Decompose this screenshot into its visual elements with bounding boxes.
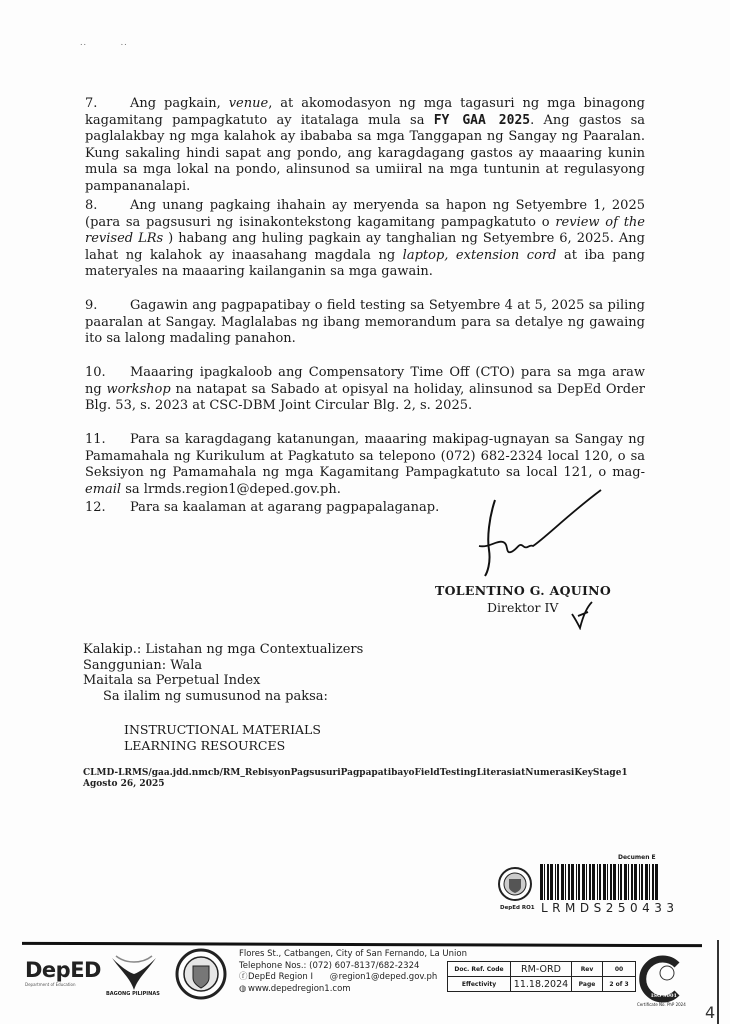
reference-path: CLMD-LRMS/gaa.jdd.nmcb/RM_RebisyonPagsusuriPagpapatibayoFieldTestingLiterasiatNumerasiKeyStage1 xyxy=(83,768,628,778)
footer-divider xyxy=(22,942,702,947)
barcode-bar xyxy=(592,864,595,900)
paragraph-number: 12. xyxy=(85,500,106,515)
email-link[interactable]: region1@deped.gov.ph xyxy=(338,972,438,982)
barcode-bar xyxy=(544,864,545,900)
paragraph-number: 11. xyxy=(85,432,106,447)
reference-date: Agosto 26, 2025 xyxy=(83,778,165,789)
barcode-bar xyxy=(620,864,622,900)
website-link[interactable]: www.depedregion1.com xyxy=(248,983,351,994)
doc-ref-value: RM-ORD xyxy=(511,962,572,977)
barcode-bar xyxy=(597,864,598,900)
paragraph-number: 10. xyxy=(85,365,106,380)
paragraph-number: 8. xyxy=(85,198,98,213)
barcode-bar xyxy=(652,864,654,900)
barcode-bar xyxy=(540,864,543,900)
annex-block xyxy=(83,642,363,704)
barcode-bar xyxy=(634,864,637,900)
barcode-bar xyxy=(589,864,591,900)
attachment-line: Kalakip.: Listahan ng mga Contextualizers xyxy=(83,642,364,657)
globe-icon: ◍ xyxy=(239,983,247,994)
barcode-bar xyxy=(645,864,648,900)
scan-specks: .. .. xyxy=(80,38,128,47)
facebook-link[interactable]: DepEd Region I xyxy=(248,972,313,982)
barcode-bar xyxy=(641,864,643,900)
barcode-bar xyxy=(610,864,612,900)
contact-block xyxy=(239,949,467,995)
effectivity-value: 11.18.2024 xyxy=(511,977,572,992)
barcode-bar xyxy=(639,864,640,900)
signatory-title: Direktor IV xyxy=(487,600,559,615)
paragraph-12: 12. Para sa kaalaman at agarang pagpapalaganap. xyxy=(85,500,440,515)
barcode-bar xyxy=(599,864,601,900)
address: Flores St., Catbangen, City of San Fernando, La Union xyxy=(239,949,467,959)
paragraph-number: 7. xyxy=(85,96,98,111)
page-label: Page xyxy=(572,977,603,992)
barcode-bar xyxy=(547,864,549,900)
bagong-pilipinas-label: BAGONG PILIPINAS xyxy=(106,991,160,997)
doc-ref-label: Doc. Ref. Code xyxy=(448,962,511,977)
barcode-bar xyxy=(582,864,585,900)
deped-seal-icon xyxy=(498,867,532,901)
scan-edge-line xyxy=(717,940,719,1024)
barcode-bar xyxy=(586,864,587,900)
barcode-bar xyxy=(561,864,564,900)
barcode-bar xyxy=(568,864,570,900)
rev-value: 00 xyxy=(603,962,636,977)
barcode-bar xyxy=(628,864,629,900)
deped-logo-text: DepED xyxy=(25,958,101,982)
telephone: Telephone Nos.: (072) 607-8137/682-2324 xyxy=(239,960,420,971)
deped-logo xyxy=(25,958,101,988)
paragraph-number: 9. xyxy=(85,298,98,313)
paragraph-10: 10. Maaaring ipagkaloob ang Compensatory Time Off (CTO) para sa mga araw ng workshop na natapat sa Sabado at opisyal na holiday, alinsunod sa DepEd Order Blg. 53, s. 2023 at CSC-DBM Joint Circular Blg. 2, s. 2025. xyxy=(85,365,645,413)
signatory-name: TOLENTINO G. AQUINO xyxy=(435,583,612,598)
deped-tagline: Department of Education xyxy=(25,982,76,987)
certificate-caption: Certificate No. PhP 2024 xyxy=(637,1002,686,1007)
reference-line: Sanggunian: Wala xyxy=(83,657,203,673)
fund-source: FY GAA 2025 xyxy=(433,112,531,128)
barcode-bar xyxy=(555,864,556,900)
barcode-bar xyxy=(618,864,619,900)
barcode-text: LRMDS250433 xyxy=(541,901,679,915)
paragraph-8: 8. Ang unang pagkaing ihahain ay meryenda sa hapon ng Setyembre 1, 2025 (para sa pagsusuri ng isinakontekstong kagamitang pampagkatuto o review of the revised LRs ) habang ang huling pagkain ay tanghalian ng Setyembre 6, 2025. Ang lahat ng kalahok ay inaasahang magdala ng laptop, extension cord at iba pang materyales na maaaring kailanganin sa mga gawain. xyxy=(85,198,645,279)
paragraph-11: 11. Para sa karagdagang katanungan, maaaring makipag-ugnayan sa Sangay ng Pamamahala ng Kurikulum at Pagkatuto sa telepono (072) 682-2324 local 120, o sa Seksiyon ng Pamamahala ng mga Kagamitang Pampagkatuto sa local 121, o mag-email sa lrmds.region1@deped.gov.ph. xyxy=(85,432,645,497)
barcode-bar xyxy=(571,864,574,900)
email-icon: @ xyxy=(329,972,339,982)
barcode-bar xyxy=(607,864,608,900)
reference-code xyxy=(83,768,628,789)
topic-item: LEARNING RESOURCES xyxy=(124,737,286,753)
document-reference-table xyxy=(447,961,636,992)
barcode-bar xyxy=(578,864,580,900)
iso-certification-icon xyxy=(637,955,685,1003)
effectivity-label: Effectivity xyxy=(448,977,511,992)
seal-label: DepEd RO1 xyxy=(500,905,535,911)
department-of-education-seal-icon xyxy=(175,948,227,1000)
barcode-bar xyxy=(603,864,606,900)
bagong-pilipinas-logo-icon xyxy=(108,950,160,995)
barcode-bar xyxy=(613,864,616,900)
facebook-icon: ⓕ xyxy=(239,972,248,982)
index-line: Maitala sa Perpetual Index xyxy=(83,673,261,688)
rev-label: Rev xyxy=(572,962,603,977)
signature-mark xyxy=(475,488,605,578)
barcode-bar xyxy=(631,864,633,900)
barcode-bar xyxy=(624,864,627,900)
subject-intro: Sa ilalim ng sumusunod na paksa: xyxy=(103,688,328,704)
document-stamp-label: Decumen E xyxy=(618,854,656,861)
barcode-bar xyxy=(550,864,553,900)
paragraph-9: 9. Gagawin ang pagpapatibay o field testing sa Setyembre 4 at 5, 2025 sa piling paaralan at Sangay. Maglalabas ng ibang memorandum para sa detalye ng gawaing ito sa lalong madaling panahon. xyxy=(85,298,645,346)
paragraph-7: 7. Ang pagkain, venue, at akomodasyon ng mga tagasuri ng mga binagong kagamitang pampagkatuto ay itatalaga mula sa FY GAA 2025. Ang gastos sa paglalakbay ng mga kalahok ay ibababa sa mga Tanggapan ng Sangay ng Paaralan. Kung sakaling hindi sapat ang pondo, ang karagdagang gastos ay maaaring kunin mula sa mga lokal na pondo, alinsunod sa umiiral na mga tuntunin at regulasyong pampananalapi. xyxy=(85,96,646,194)
page-value: 2 of 3 xyxy=(603,977,636,992)
barcode-bar xyxy=(565,864,566,900)
barcode-bar xyxy=(557,864,559,900)
barcode-bar xyxy=(576,864,577,900)
initial-mark xyxy=(566,600,596,630)
iso-label: ISO 9001 xyxy=(651,993,677,999)
barcode-bar xyxy=(649,864,650,900)
topic-item: INSTRUCTIONAL MATERIALS xyxy=(124,722,321,737)
page-mark: 4 xyxy=(705,1003,716,1022)
barcode xyxy=(540,864,660,900)
subject-topics xyxy=(124,722,321,753)
barcode-bar xyxy=(655,864,658,900)
